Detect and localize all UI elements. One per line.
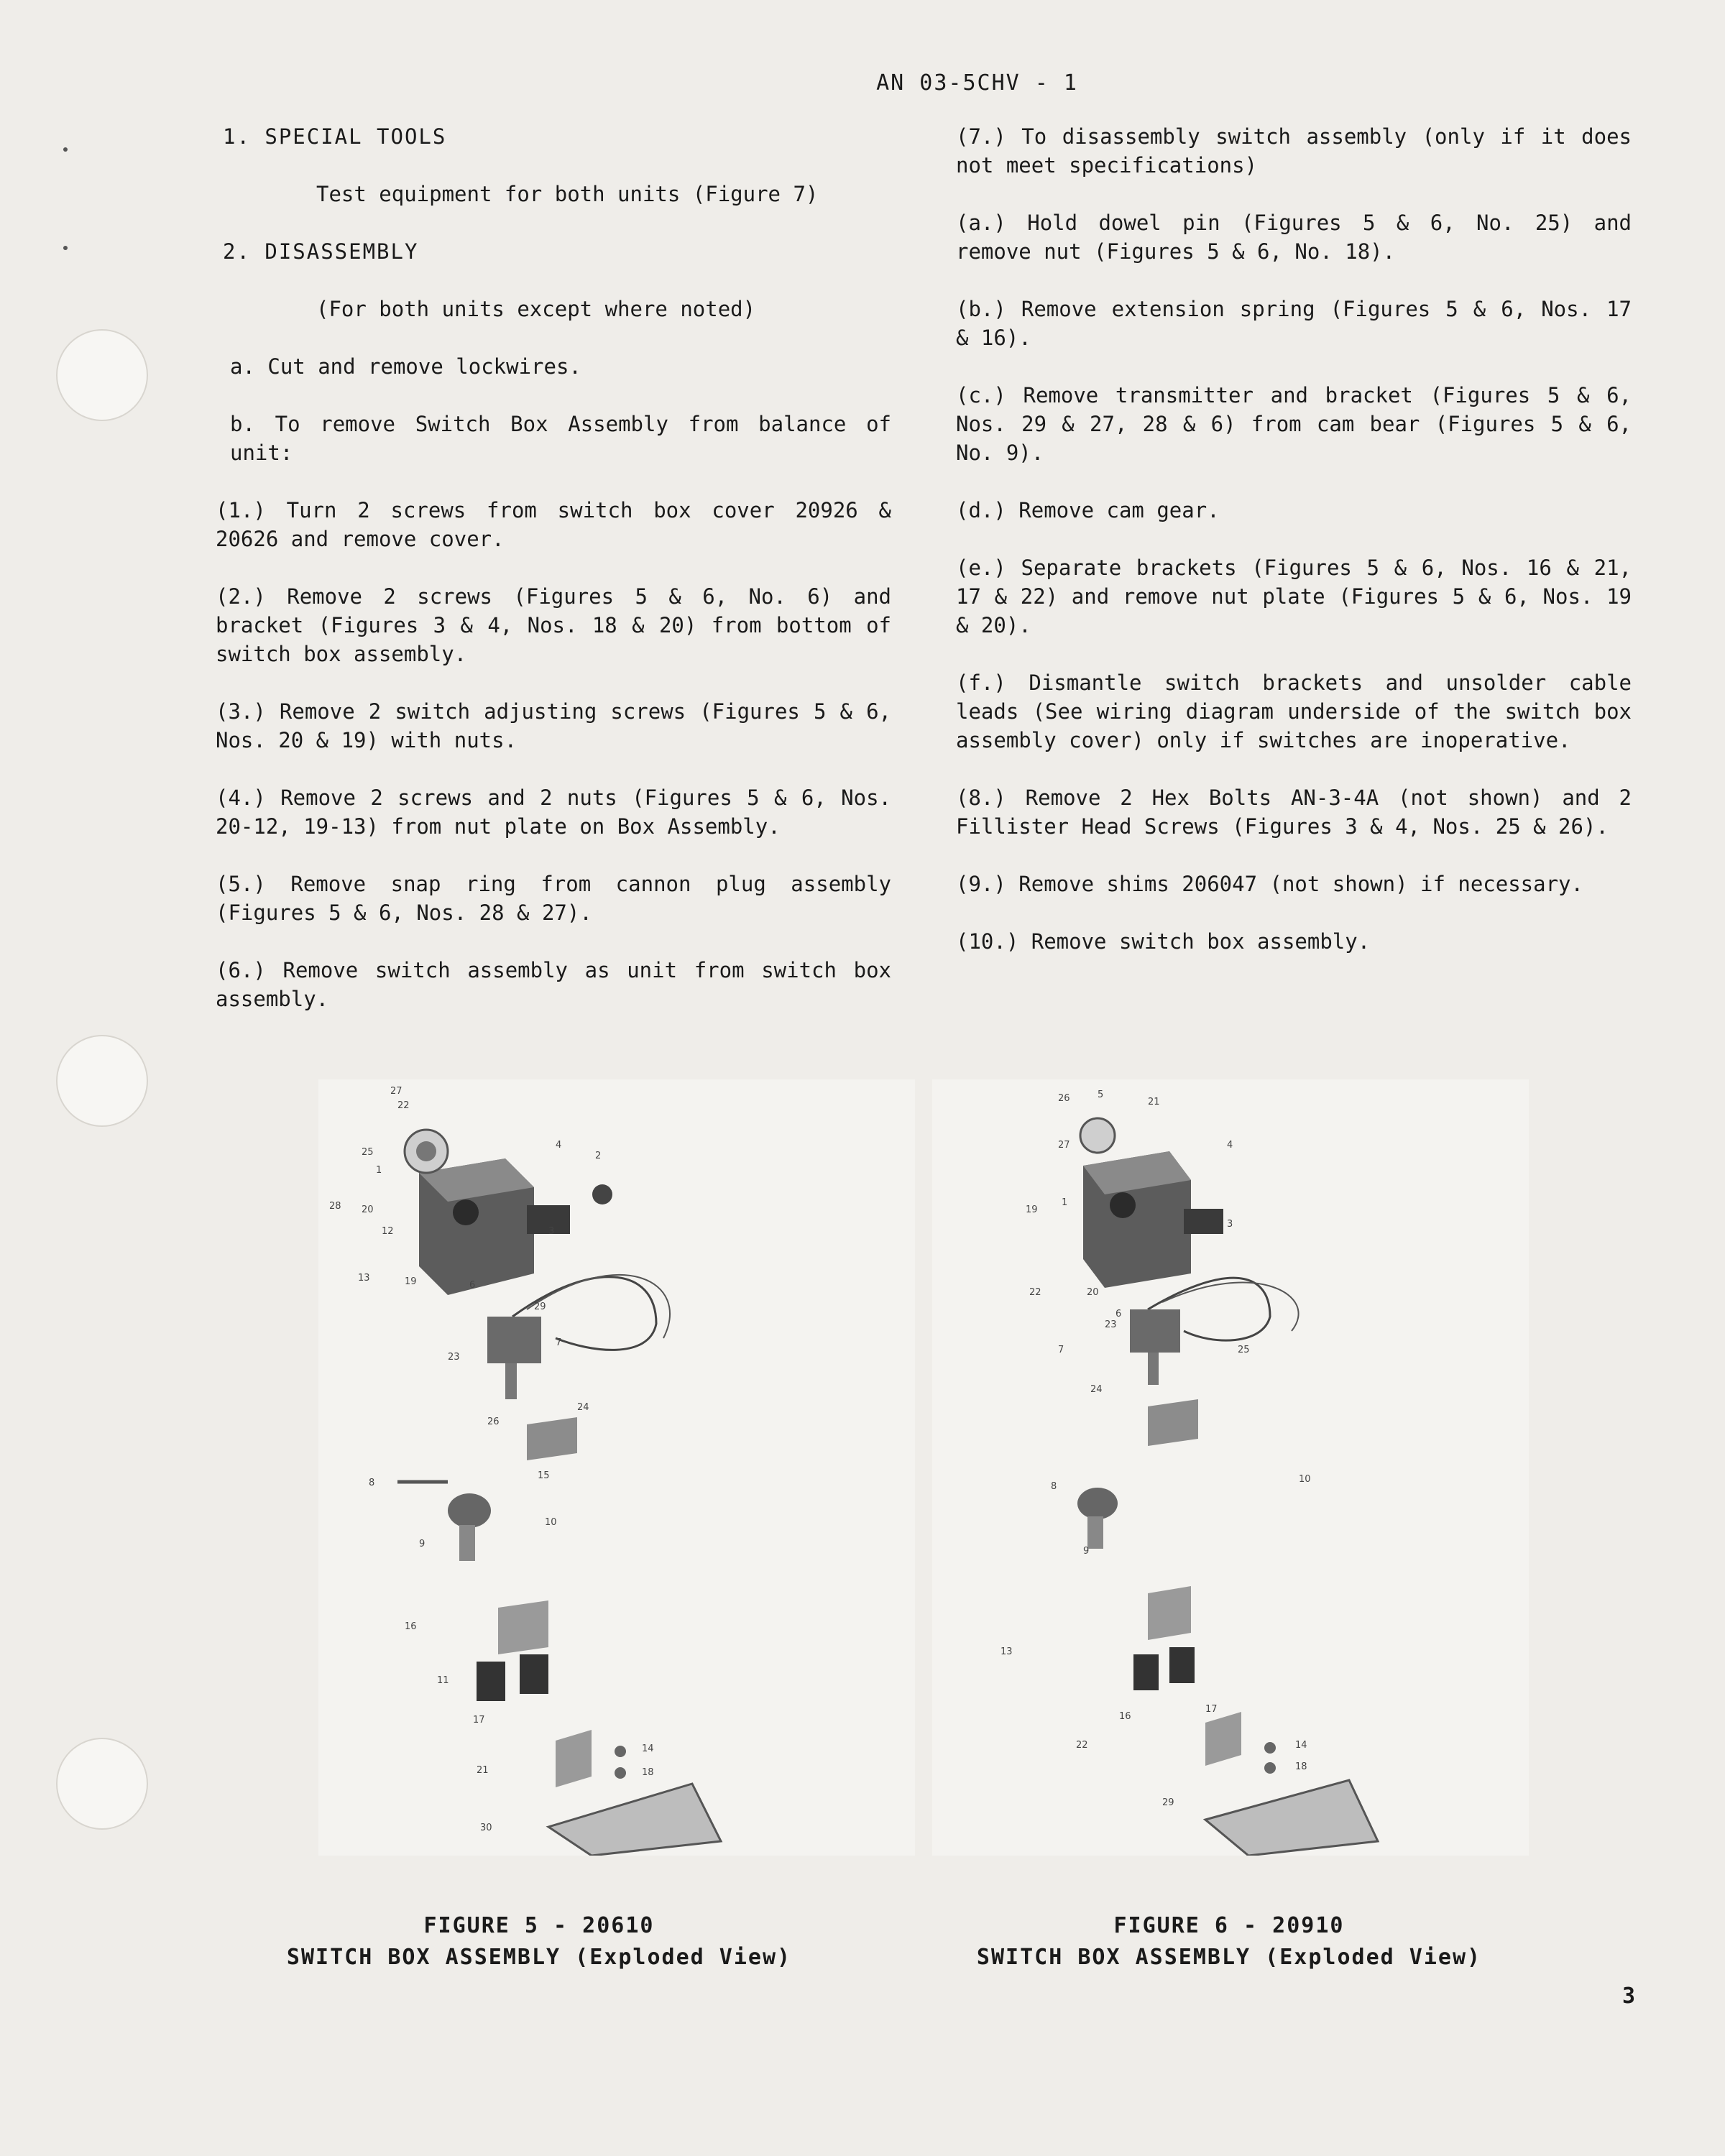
step: (d.) Remove cam gear. — [956, 498, 1220, 522]
svg-text:23: 23 — [1105, 1319, 1117, 1330]
svg-text:20: 20 — [1087, 1287, 1099, 1298]
right-column — [956, 122, 1632, 985]
page-number: 3 — [1622, 1984, 1635, 2009]
svg-text:8: 8 — [369, 1478, 375, 1488]
step: (2.) Remove 2 screws (Figures 5 & 6, No. 6) and bracket (Figures 3 & 4, Nos. 18 & 20) from bottom of switch box assembly. — [216, 584, 891, 666]
svg-text:15: 15 — [538, 1470, 550, 1481]
svg-text:14: 14 — [642, 1743, 654, 1754]
svg-text:10: 10 — [545, 1517, 557, 1528]
paragraph: Test equipment for both units (Figure 7) — [316, 182, 819, 206]
svg-text:9: 9 — [1083, 1546, 1090, 1557]
svg-text:21: 21 — [1148, 1097, 1160, 1107]
figure-5-photo — [318, 1079, 915, 1856]
svg-text:29: 29 — [1162, 1797, 1174, 1808]
figure-6-title: FIGURE 6 - 20910 — [1113, 1913, 1345, 1938]
step: (1.) Turn 2 screws from switch box cover 20926 & 20626 and remove cover. — [216, 498, 891, 551]
binder-hole — [56, 1738, 148, 1830]
paragraph: (For both units except where noted) — [316, 297, 756, 321]
svg-text:7: 7 — [556, 1337, 562, 1348]
svg-text:19: 19 — [405, 1276, 417, 1287]
figure-5-title: FIGURE 5 - 20610 — [423, 1913, 655, 1938]
step: (b.) Remove extension spring (Figures 5 & 6, Nos. 17 & 16). — [956, 297, 1632, 350]
step: (4.) Remove 2 screws and 2 nuts (Figures 5 & 6, Nos. 20-12, 19-13) from nut plate on Box Assembly. — [216, 786, 891, 839]
svg-text:5: 5 — [1098, 1089, 1104, 1100]
step: (e.) Separate brackets (Figures 5 & 6, Nos. 16 & 21, 17 & 22) and remove nut plate (Figures 5 & 6, Nos. 19 & 20). — [956, 556, 1632, 637]
svg-text:26: 26 — [1058, 1093, 1070, 1104]
figure-6-subtitle: SWITCH BOX ASSEMBLY (Exploded View) — [976, 1945, 1482, 1970]
svg-text:2: 2 — [595, 1151, 602, 1161]
svg-text:25: 25 — [1238, 1345, 1250, 1355]
svg-text:12: 12 — [382, 1226, 394, 1237]
document-number: AN 03-5CHV - 1 — [876, 70, 1078, 96]
step: (c.) Remove transmitter and bracket (Figures 5 & 6, Nos. 29 & 27, 28 & 6) from cam bear (Figures 5 & 6, No. 9). — [956, 383, 1632, 465]
margin-mark — [63, 147, 68, 152]
step: (f.) Dismantle switch brackets and unsolder cable leads (See wiring diagram underside of the switch box assembly cover) only if switches are inoperative. — [956, 671, 1632, 752]
svg-text:1: 1 — [1062, 1197, 1068, 1208]
step: (7.) To disassembly switch assembly (only if it does not meet specifications) — [956, 124, 1632, 178]
paragraph: a. Cut and remove lockwires. — [230, 354, 581, 379]
svg-text:17: 17 — [1205, 1704, 1218, 1715]
left-column — [216, 122, 891, 1042]
svg-text:18: 18 — [642, 1767, 654, 1778]
svg-text:10: 10 — [1299, 1474, 1311, 1485]
svg-text:11: 11 — [437, 1675, 449, 1686]
svg-text:22: 22 — [397, 1100, 410, 1111]
svg-text:20: 20 — [362, 1204, 374, 1215]
binder-hole — [56, 329, 148, 421]
svg-text:4: 4 — [556, 1140, 562, 1151]
svg-text:22: 22 — [1029, 1287, 1041, 1298]
svg-text:3: 3 — [1227, 1219, 1233, 1230]
svg-text:29: 29 — [534, 1302, 546, 1312]
step: (a.) Hold dowel pin (Figures 5 & 6, No. 25) and remove nut (Figures 5 & 6, No. 18). — [956, 211, 1632, 264]
svg-text:27: 27 — [1058, 1140, 1070, 1151]
svg-text:14: 14 — [1295, 1740, 1307, 1751]
margin-mark — [63, 246, 68, 250]
figure-6-photo — [932, 1079, 1529, 1856]
svg-text:7: 7 — [1058, 1345, 1064, 1355]
figure-6-caption — [906, 1910, 1552, 1973]
svg-text:18: 18 — [1295, 1761, 1307, 1772]
svg-text:28: 28 — [329, 1201, 341, 1212]
svg-text:25: 25 — [362, 1147, 374, 1158]
svg-text:13: 13 — [1000, 1646, 1013, 1657]
svg-text:8: 8 — [1051, 1481, 1057, 1492]
svg-text:27: 27 — [390, 1086, 402, 1097]
svg-text:30: 30 — [480, 1823, 492, 1833]
svg-text:19: 19 — [1026, 1204, 1038, 1215]
svg-text:17: 17 — [473, 1715, 485, 1726]
step: (9.) Remove shims 206047 (not shown) if necessary. — [956, 872, 1583, 896]
svg-text:13: 13 — [358, 1273, 370, 1284]
svg-text:1: 1 — [376, 1165, 382, 1176]
svg-text:16: 16 — [1119, 1711, 1131, 1722]
svg-text:6: 6 — [1116, 1309, 1122, 1319]
svg-text:23: 23 — [448, 1352, 460, 1363]
paragraph: b. To remove Switch Box Assembly from balance of unit: — [230, 412, 891, 465]
svg-text:6: 6 — [469, 1280, 476, 1291]
binder-hole — [56, 1035, 148, 1127]
section-heading: 2. DISASSEMBLY — [223, 239, 419, 264]
step: (3.) Remove 2 switch adjusting screws (Figures 5 & 6, Nos. 20 & 19) with nuts. — [216, 699, 891, 752]
svg-text:26: 26 — [487, 1416, 500, 1427]
svg-text:21: 21 — [477, 1765, 489, 1776]
step: (8.) Remove 2 Hex Bolts AN-3-4A (not shown) and 2 Fillister Head Screws (Figures 3 & 4, Nos. 25 & 26). — [956, 786, 1632, 839]
svg-text:4: 4 — [1227, 1140, 1233, 1151]
svg-text:3: 3 — [548, 1226, 555, 1237]
svg-text:22: 22 — [1076, 1740, 1088, 1751]
figure-5-caption — [216, 1910, 862, 1973]
svg-text:16: 16 — [405, 1621, 417, 1632]
svg-text:24: 24 — [577, 1402, 589, 1413]
svg-text:24: 24 — [1090, 1384, 1103, 1395]
step: (5.) Remove snap ring from cannon plug assembly (Figures 5 & 6, Nos. 28 & 27). — [216, 872, 891, 925]
section-heading: 1. SPECIAL TOOLS — [223, 124, 447, 149]
figure-5-subtitle: SWITCH BOX ASSEMBLY (Exploded View) — [286, 1945, 792, 1970]
svg-text:9: 9 — [419, 1539, 426, 1549]
step: (6.) Remove switch assembly as unit from switch box assembly. — [216, 958, 891, 1011]
step: (10.) Remove switch box assembly. — [956, 929, 1371, 954]
